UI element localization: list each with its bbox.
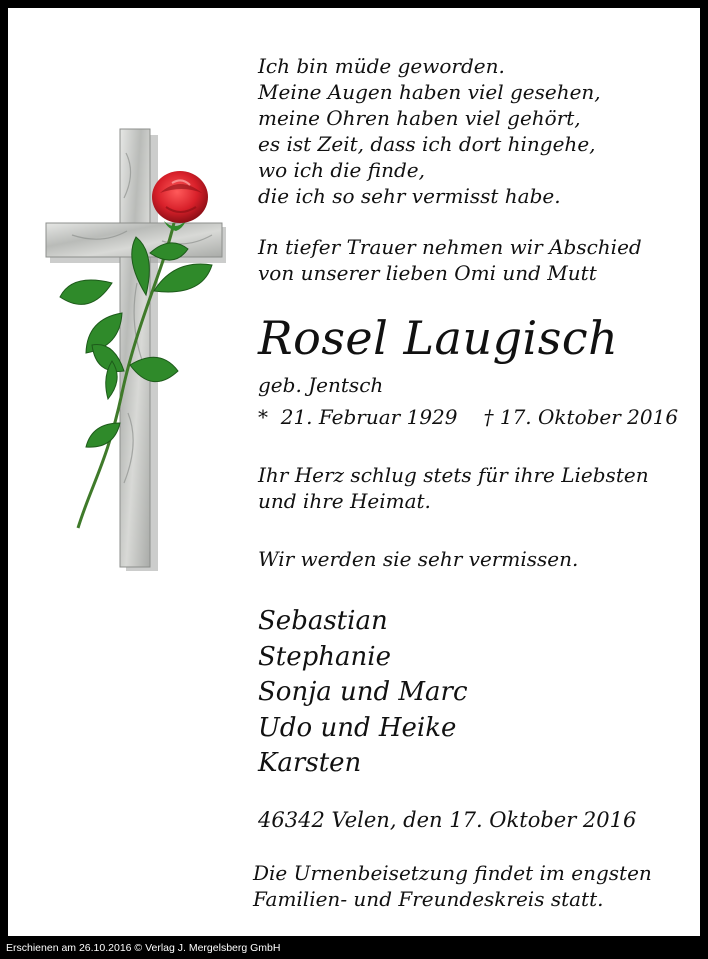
obituary-notice <box>8 8 700 936</box>
deceased-name: Rosel Laugisch <box>258 311 619 365</box>
family-member: Stephanie <box>258 641 391 672</box>
poem-line: Ich bin müde geworden. <box>258 54 505 78</box>
family-member: Sonja und Marc <box>258 677 468 707</box>
place-date: 46342 Velen, den 17. Oktober 2016 <box>258 808 637 832</box>
died-date: 17. Oktober 2016 <box>499 405 679 429</box>
cross-with-red-rose-icon <box>42 123 232 573</box>
poem-line: Meine Augen haben viel gesehen, <box>258 80 601 104</box>
miss-text <box>258 546 578 572</box>
born-symbol: * <box>258 405 268 429</box>
poem-line: meine Ohren haben viel gehört, <box>258 106 581 130</box>
urn-notice <box>253 860 652 912</box>
family-member: Sebastian <box>258 606 388 636</box>
miss-line: Wir werden sie sehr vermissen. <box>258 547 579 571</box>
life-dates <box>258 404 678 430</box>
urn-line: Familien- und Freundeskreis statt. <box>253 887 604 911</box>
family-member: Karsten <box>258 748 362 778</box>
intro-line: In tiefer Trauer nehmen wir Abschied <box>258 235 642 259</box>
farewell-intro <box>258 234 642 286</box>
poem-line: es ist Zeit, dass ich dort hingehe, <box>258 132 596 156</box>
urn-line: Die Urnenbeisetzung findet im engsten <box>253 861 652 885</box>
birth-name-text: geb. Jentsch <box>258 373 384 397</box>
heart-text <box>258 462 649 514</box>
born-date: 21. Februar 1929 <box>280 405 458 429</box>
birth-name <box>258 372 383 398</box>
publication-credit: Erschienen am 26.10.2016 © Verlag J. Mergelsberg GmbH <box>6 942 281 954</box>
intro-line: von unserer lieben Omi und Mutt <box>258 261 597 285</box>
family-list <box>258 604 468 782</box>
died-symbol: † <box>483 405 494 429</box>
poem <box>258 53 601 209</box>
family-member: Udo und Heike <box>258 712 457 743</box>
poem-line: die ich so sehr vermisst habe. <box>258 184 561 208</box>
heart-line: und ihre Heimat. <box>258 489 431 513</box>
heart-line: Ihr Herz schlug stets für ihre Liebsten <box>258 463 649 487</box>
poem-line: wo ich die finde, <box>258 158 425 182</box>
